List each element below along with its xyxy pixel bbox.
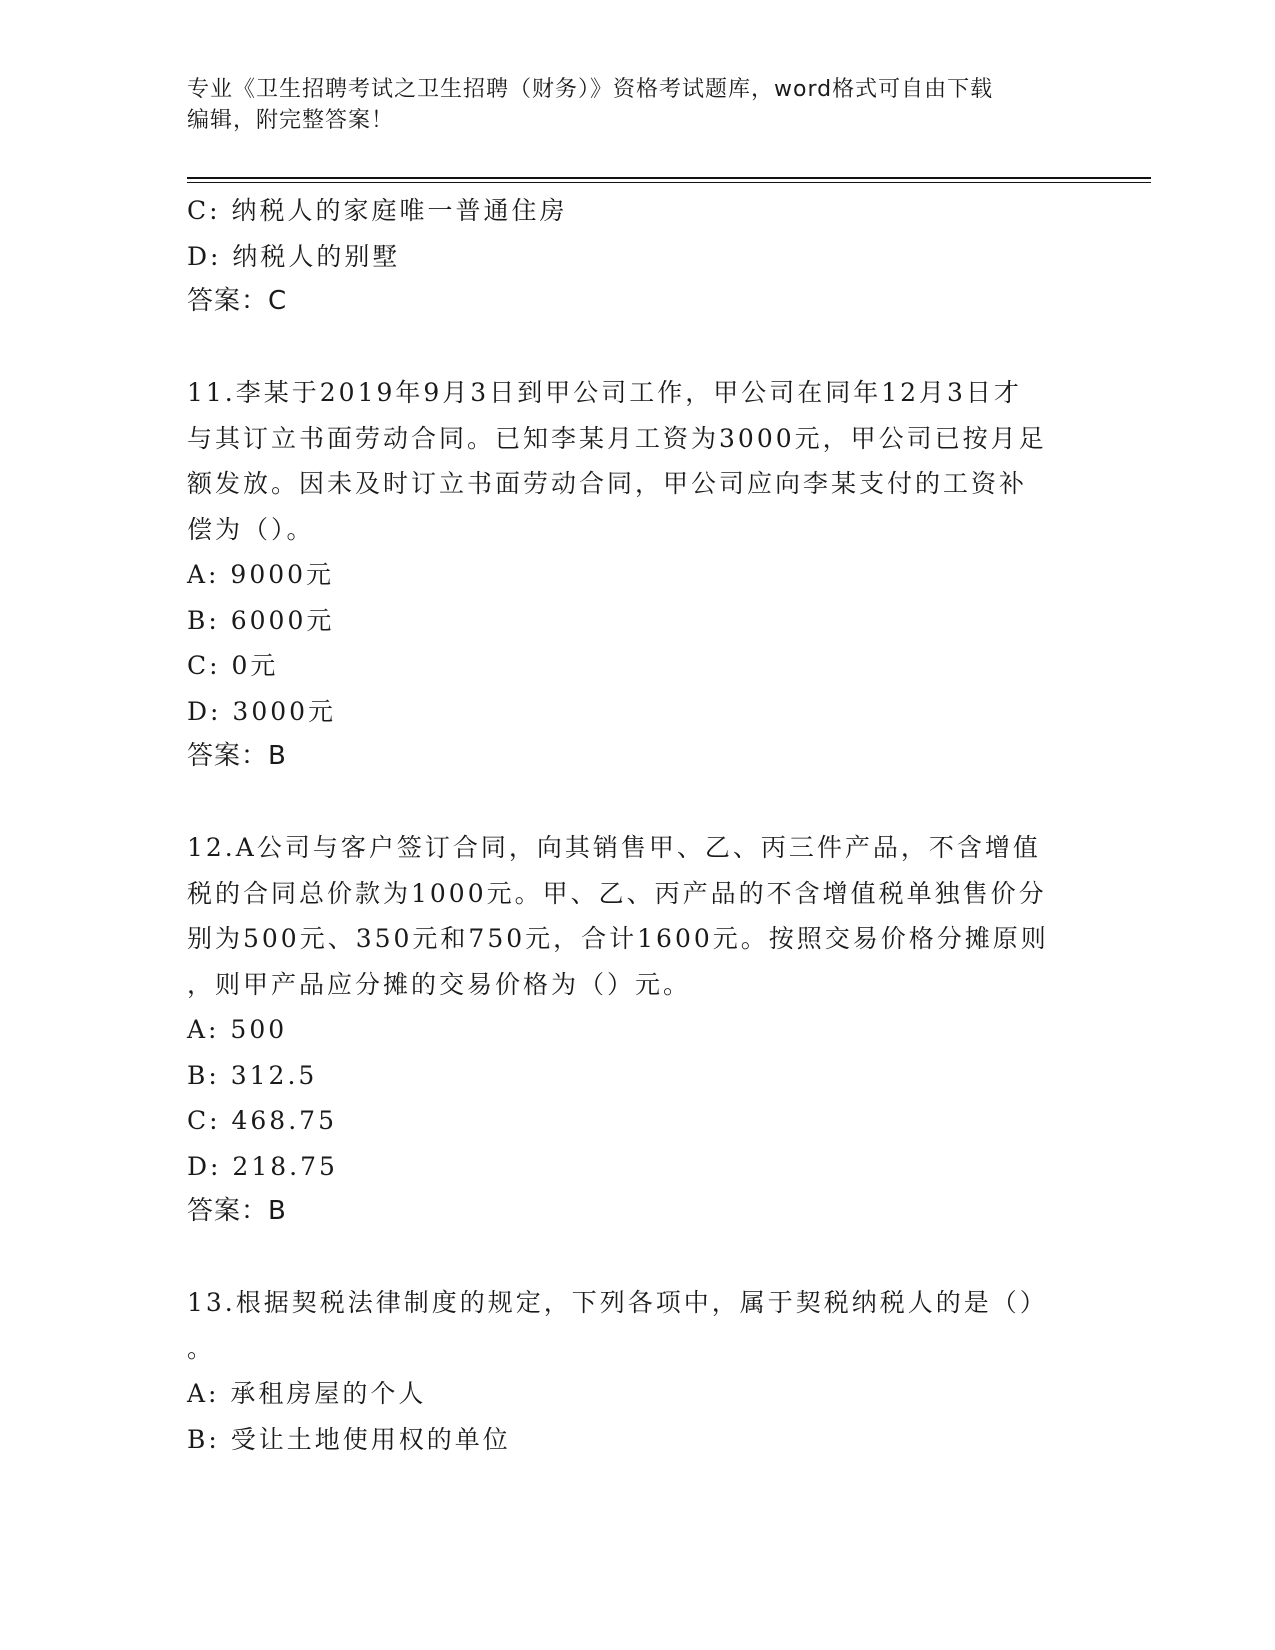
question-stem-line: 偿为（）。: [187, 514, 315, 544]
spacer: [187, 780, 1087, 826]
answer: 答案：B: [187, 1196, 287, 1226]
option-d: D: 218.75: [187, 1151, 338, 1181]
question-content: [187, 188, 1087, 1462]
header-divider-thick: [187, 177, 1151, 179]
question-stem-line: 别为500元、350元和750元，合计1600元。按照交易价格分摊原则: [187, 924, 1049, 953]
spacer: [187, 325, 1087, 371]
option-a: A: 500: [187, 1015, 288, 1044]
option-c: C: 468.75: [187, 1106, 337, 1135]
question-11: [187, 370, 1087, 780]
question-12: [187, 825, 1087, 1235]
header-line-1: 专业《卫生招聘考试之卫生招聘（财务）》资格考试题库，word格式可自由下载: [187, 77, 994, 102]
question-stem-line: 12.A公司与客户签订合同，向其销售甲、乙、丙三件产品，不含增值: [187, 833, 1041, 862]
question-stem-line: 13.根据契税法律制度的规定，下列各项中，属于契税纳税人的是（）: [187, 1288, 1048, 1317]
question-stem-line: 额发放。因未及时订立书面劳动合同，甲公司应向李某支付的工资补: [187, 469, 1028, 498]
answer: 答案：B: [187, 741, 287, 771]
spacer: [187, 1235, 1087, 1281]
question-13: [187, 1280, 1087, 1462]
document-header: [187, 74, 1087, 136]
option-a: A: 9000元: [187, 560, 335, 589]
option-b: B: 受让土地使用权的单位: [187, 1424, 511, 1454]
option-b: B: 6000元: [187, 605, 335, 635]
option-a: A: 承租房屋的个人: [187, 1379, 427, 1408]
header-divider-thin: [187, 182, 1151, 183]
option-d: D: 3000元: [187, 696, 337, 726]
option-d: D: 纳税人的别墅: [187, 241, 401, 271]
option-c: C: 纳税人的家庭唯一普通住房: [187, 196, 568, 225]
question-stem-line: ，则甲产品应分摊的交易价格为（）元。: [187, 969, 692, 999]
option-c: C: 0元: [187, 651, 279, 680]
question-stem-line: 税的合同总价款为1000元。甲、乙、丙产品的不含增值税单独售价分: [187, 878, 1047, 908]
question-stem-line: 11.李某于2019年9月3日到甲公司工作，甲公司在同年12月3日才: [187, 378, 1022, 407]
prev-question-block: [187, 188, 1087, 325]
option-b: B: 312.5: [187, 1060, 318, 1090]
header-line-2: 编辑，附完整答案！: [187, 108, 395, 133]
question-stem-line: 与其订立书面劳动合同。已知李某月工资为3000元，甲公司已按月足: [187, 423, 1047, 453]
answer: 答案：C: [187, 286, 288, 316]
question-stem-line: 。: [187, 1333, 216, 1363]
